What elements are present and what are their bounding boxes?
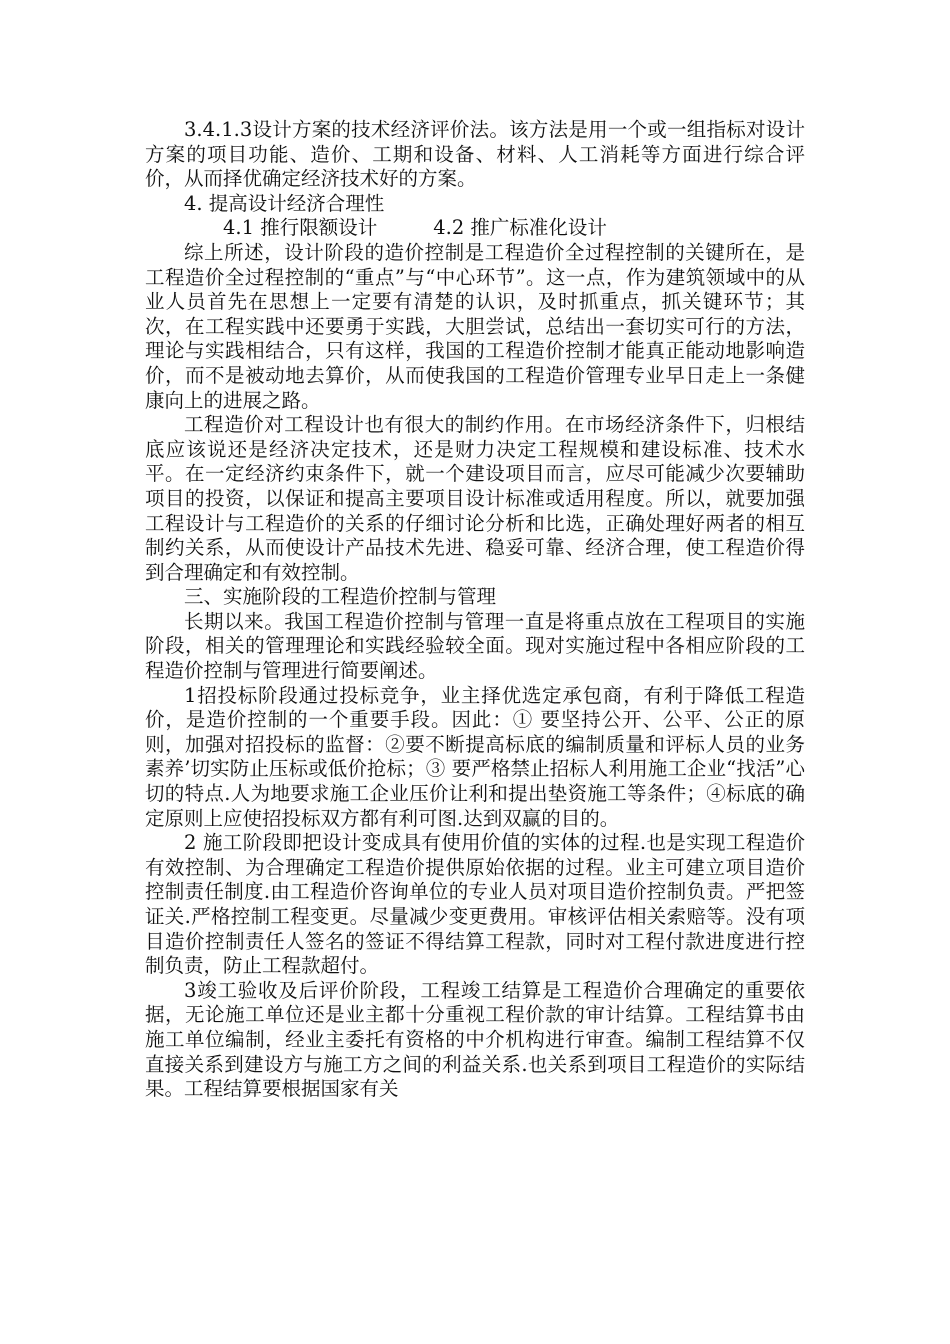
paragraph-completion-stage: 3竣工验收及后评价阶段，工程竣工结算是工程造价合理确定的重要依据，无论施工单位还是业主都十分重视工程价款的审计结算。工程结算书由施工单位编制，经业主委托有资格的中介机构进行审查。编制工程结算不仅直接关系到建设方与施工方之间的利益关系.也关系到项目工程造价的实际结果。工程结算要根据国家有关 bbox=[145, 978, 805, 1101]
paragraph-summary: 综上所述，设计阶段的造价控制是工程造价全过程控制的关键所在，是工程造价全过程控制的“重点”与“中心环节”。这一点，作为建筑领域中的从业人员首先在思想上一定要有清楚的认识，及时抓重点，抓关键环节；其次，在工程实践中还要勇于实践，大胆尝试，总结出一套切实可行的方法，理论与实践相结合，只有这样，我国的工程造价控制才能真正能动地影响造价，而不是被动地去算价，从而使我国的工程造价管理专业早日走上一条健康向上的进展之路。 bbox=[145, 240, 805, 412]
paragraph-long-term: 长期以来。我国工程造价控制与管理一直是将重点放在工程项目的实施阶段，相关的管理理论和实践经验较全面。现对实施过程中各相应阶段的工程造价控制与管理进行简要阐述。 bbox=[145, 609, 805, 683]
subheading-4-1: 4.1 推行限额设计 bbox=[223, 216, 378, 240]
document-page bbox=[145, 118, 805, 1102]
paragraph-construction-stage: 2 施工阶段即把设计变成具有使用价值的实体的过程.也是实现工程造价有效控制、为合理确定工程造价提供原始依据的过程。业主可建立项目造价控制责任制度.由工程造价咨询单位的专业人员对项目造价控制负责。严把签证关.严格控制工程变更。尽量减少变更费用。审核评估相关索赔等。没有项目造价控制责任人签名的签证不得结算工程款，同时对工程付款进度进行控制负责，防止工程款超付。 bbox=[145, 831, 805, 978]
heading-section-3: 三、实施阶段的工程造价控制与管理 bbox=[184, 585, 497, 609]
paragraph-3-4-1-3: 3.4.1.3设计方案的技术经济评价法。该方法是用一个或一组指标对设计方案的项目功能、造价、工期和设备、材料、人工消耗等方面进行综合评价，从而择优确定经济技术好的方案。 bbox=[145, 118, 805, 191]
paragraph-bidding-stage: 1招投标阶段通过投标竞争，业主择优选定承包商，有利于降低工程造价，是造价控制的一个重要手段。因此：① 要坚持公开、公平、公正的原则，加强对招投标的监督：②要不断提高标底的编制质量和评标人员的业务素养’切实防止压标或低价抢标；③ 要严格禁止招标人利用施工企业“找活”心切的特点.人为地要求施工企业压价让利和提出垫资施工等条件；④标底的确定原则上应使招投标双方都有利可图.达到双赢的目的。 bbox=[145, 683, 805, 830]
subheading-row bbox=[145, 216, 805, 241]
paragraph-cost-constraint: 工程造价对工程设计也有很大的制约作用。在市场经济条件下，归根结底应该说还是经济决定技术，还是财力决定工程规模和建设标准、技术水平。在一定经济约束条件下，就一个建设项目而言，应尽可能减少次要辅助项目的投资，以保证和提高主要项目设计标准或适用程度。所以，就要加强工程设计与工程造价的关系的仔细讨论分析和比选，正确处理好两者的相互制约关系，从而使设计产品技术先进、稳妥可靠、经济合理，使工程造价得到合理确定和有效控制。 bbox=[145, 413, 805, 584]
subheading-4-2: 4.2 推广标准化设计 bbox=[433, 216, 607, 240]
heading-section-4: 4. 提高设计经济合理性 bbox=[184, 191, 385, 215]
